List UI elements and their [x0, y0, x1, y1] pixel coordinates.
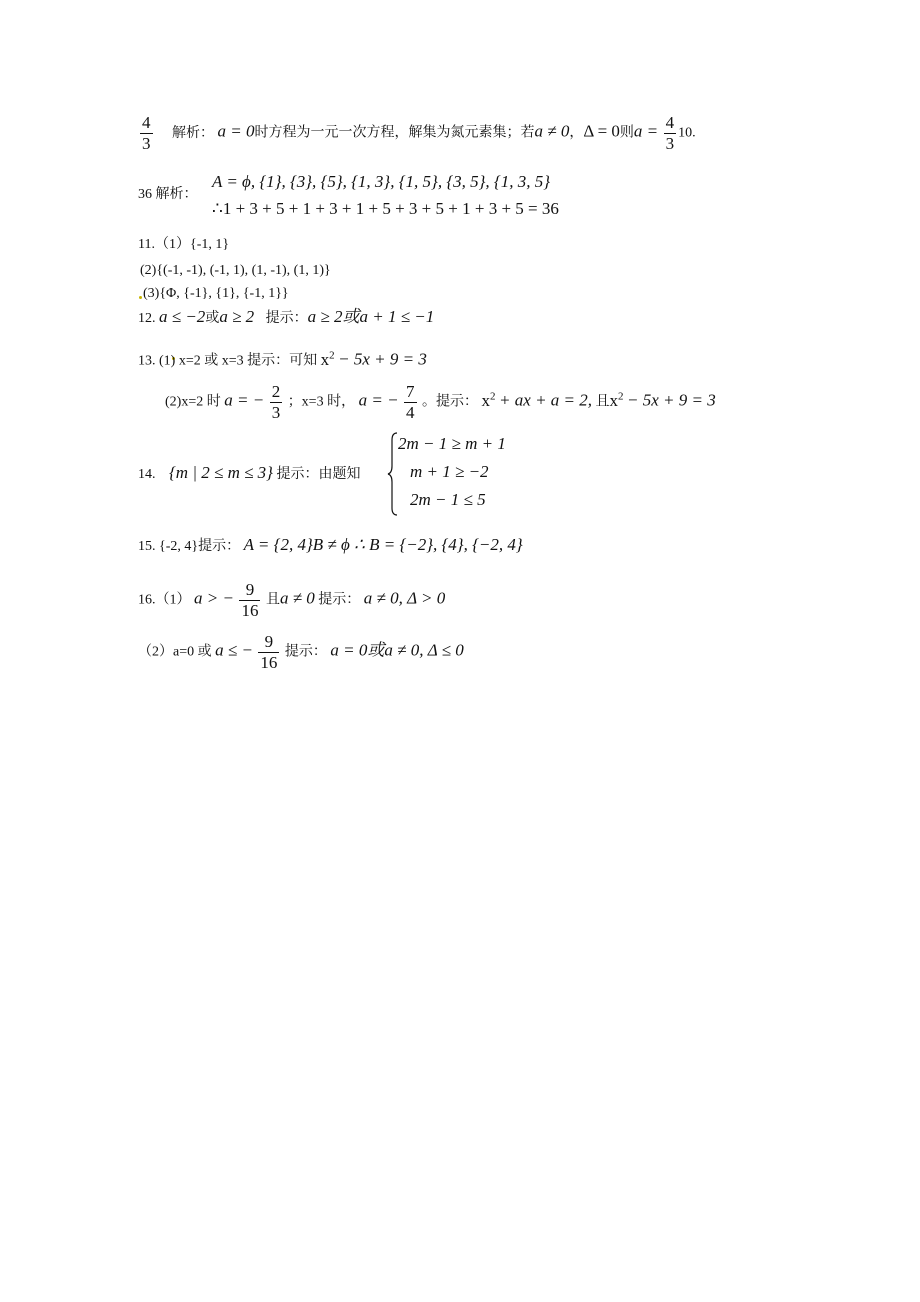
fraction-4-3 — [664, 113, 677, 154]
text: 或 — [205, 311, 220, 326]
answer-15-line — [138, 536, 523, 556]
fraction-9-16 — [258, 632, 279, 673]
denominator: 3 — [271, 403, 281, 422]
analysis-36-label: 36 解析： — [138, 187, 198, 202]
math-set: {m | 2 ≤ m ≤ 3} — [169, 463, 273, 482]
answer-11-part2: (2){(-1, -1), (-1, 1), (1, -1), (1, 1)} — [140, 263, 331, 278]
question-number: 15. {-2, 4} — [138, 539, 199, 554]
math: x — [481, 390, 491, 410]
math: + ax + a = 2, — [499, 390, 593, 410]
question-number: 10. — [678, 125, 696, 141]
numerator: 7 — [406, 382, 415, 401]
text: 且 — [265, 592, 280, 608]
math: a = 0或a ≠ 0, Δ ≤ 0 — [330, 640, 464, 660]
math: a ≤ −2 — [159, 307, 206, 326]
system-row-2: m + 1 ≥ −2 — [410, 462, 489, 481]
hint-label: 提示： — [318, 592, 361, 608]
superscript: 2 — [618, 390, 624, 403]
denominator: 3 — [142, 134, 151, 153]
system-row-3: 2m − 1 ≤ 5 — [410, 490, 486, 509]
math: a > − — [194, 588, 234, 608]
math: a = − — [358, 390, 399, 410]
system-row-1: 2m − 1 ≥ m + 1 — [398, 434, 506, 453]
answer-11-part3: (3){Φ, {-1}, {1}, {-1, 1}} — [143, 286, 289, 301]
numerator: 9 — [245, 580, 255, 599]
math: A = {2, 4}B ≠ ϕ ∴ B = {−2}, {4}, {−2, 4} — [243, 535, 523, 554]
math: a ≠ 0, Δ > 0 — [363, 588, 446, 608]
question-number: 13. (1) — [138, 353, 176, 369]
math: a ≠ 0 — [279, 588, 315, 608]
marker-dot — [139, 296, 142, 299]
set-list-equation: A = ϕ, {1}, {3}, {5}, {1, 3}, {1, 5}, {3, 5}, {1, 3, 5} — [212, 172, 551, 191]
math — [610, 391, 624, 410]
answer-14-line — [138, 464, 360, 484]
text: (2)x=2 时 — [165, 394, 221, 410]
math: a ≤ − — [215, 640, 253, 660]
math — [482, 391, 496, 410]
fraction-4-3 — [140, 113, 153, 154]
math: − 5x + 9 = 3 — [338, 349, 427, 369]
analysis-label: 解析： — [172, 125, 214, 141]
math: − 5x + 9 = 3 — [627, 390, 716, 410]
answer-10-line — [138, 113, 696, 154]
text: 且 — [595, 394, 610, 410]
math-delta-eq-0: Δ = 0 — [583, 121, 620, 141]
fraction-2-3 — [270, 382, 283, 423]
math: a ≥ 2或a + 1 ≤ −1 — [307, 307, 435, 326]
math: x — [320, 349, 330, 369]
hint-label: 提示： — [284, 644, 327, 660]
question-number: 16.（1） — [138, 592, 191, 608]
denominator: 16 — [260, 653, 278, 672]
question-number: 12. — [138, 311, 156, 326]
math-a-neq-0: a ≠ 0 — [534, 121, 570, 141]
fraction-9-16 — [239, 580, 260, 621]
superscript: 2 — [490, 390, 496, 403]
numerator: 9 — [264, 632, 274, 651]
hint-label: 提示： — [198, 539, 241, 554]
text: 则 — [619, 125, 634, 141]
comma: ， — [569, 125, 584, 141]
numerator: 2 — [271, 382, 281, 401]
answer-16-part2 — [138, 632, 464, 673]
denominator: 4 — [406, 403, 415, 422]
answer-12-line — [138, 308, 434, 328]
question-number: 14. — [138, 467, 156, 482]
math: x — [609, 390, 619, 410]
denominator: 16 — [241, 601, 259, 620]
math-a-eq-0: a = 0 — [217, 121, 255, 141]
answer-11-part1: 11.（1）{-1, 1} — [138, 237, 230, 252]
math: a = − — [224, 390, 265, 410]
text: ；x=3 时， — [287, 394, 356, 410]
numerator: 4 — [665, 113, 675, 132]
text: 时方程为一元一次方程，解集为氮元素集；若 — [254, 125, 535, 141]
answer-13-part1 — [138, 346, 427, 371]
denominator: 3 — [665, 134, 675, 153]
math — [321, 350, 335, 369]
answer-16-part1 — [138, 580, 445, 621]
math-a-eq: a = — [633, 121, 659, 141]
question-number: （2）a=0 或 — [138, 644, 212, 660]
numerator: 4 — [142, 113, 151, 132]
answer-13-part2 — [165, 382, 716, 423]
hint-label: 。提示： — [422, 394, 479, 410]
hint-label: 提示：由题知 — [276, 467, 361, 482]
fraction-7-4 — [404, 382, 417, 423]
math: a ≥ 2 — [219, 307, 255, 326]
superscript: 2 — [329, 349, 335, 361]
text: x=2 或 x=3 提示：可知 — [178, 353, 318, 369]
hint-label: 提示： — [265, 311, 308, 326]
sum-equation: ∴1 + 3 + 5 + 1 + 3 + 1 + 5 + 3 + 5 + 1 + 3 + 5 = 36 — [212, 199, 559, 218]
